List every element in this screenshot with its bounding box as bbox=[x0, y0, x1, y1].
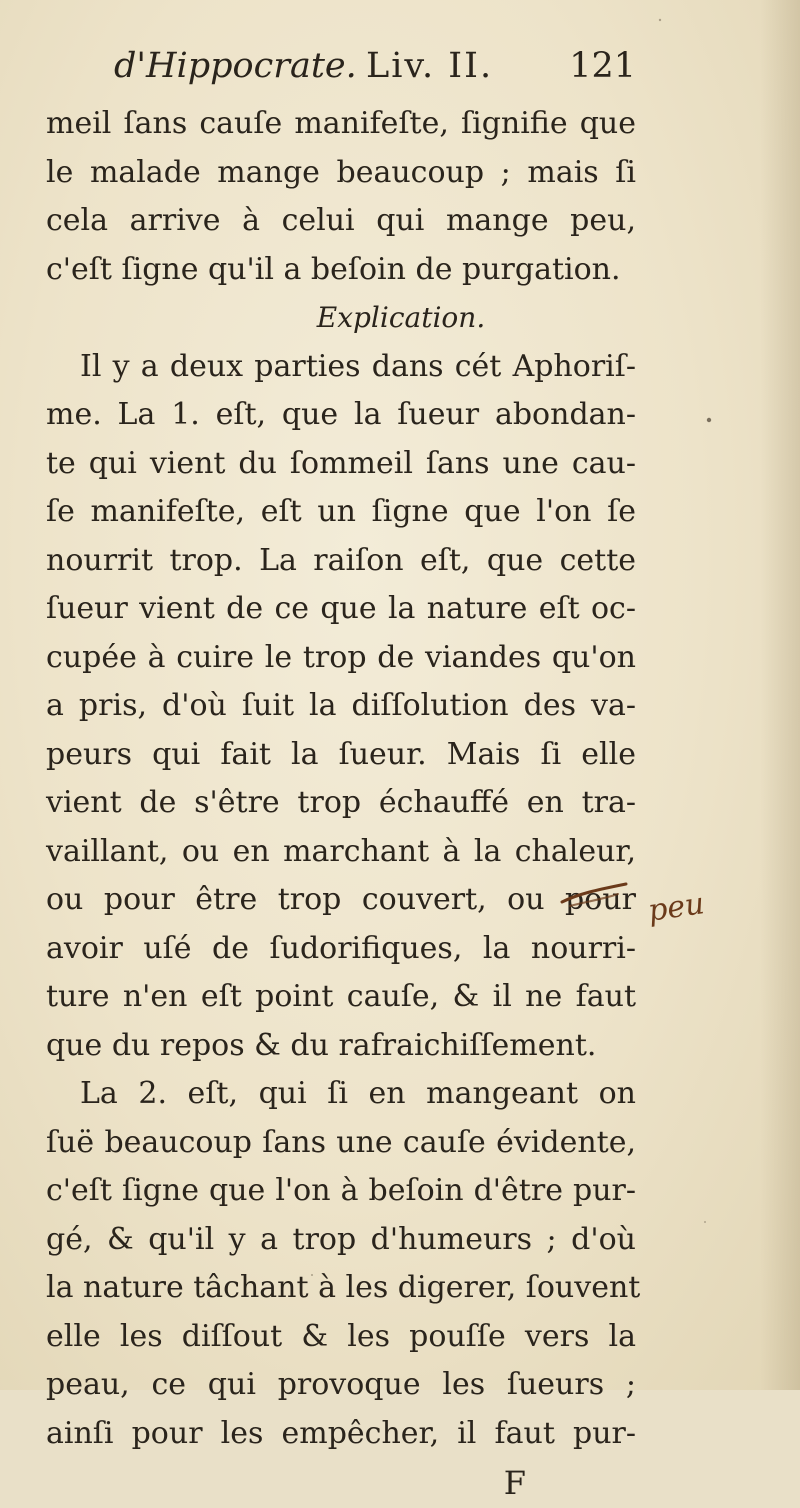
text-line: ture n'en eſt point cauſe, & il ne faut bbox=[46, 979, 636, 1014]
text-line: ſuë beaucoup ſans une cauſe évidente, bbox=[46, 1124, 636, 1160]
text-line: nourrit trop. La raiſon eſt, que cette bbox=[46, 542, 636, 578]
text-line: peurs qui fait la ſueur. Mais ſi elle bbox=[46, 736, 636, 772]
handwritten-margin-note: peu bbox=[645, 886, 707, 929]
running-head bbox=[46, 44, 636, 100]
page-number: 121 bbox=[569, 46, 636, 86]
text-line: gé, & qu'il y a trop d'humeurs ; d'où bbox=[46, 1221, 636, 1257]
text-line: ſe manifeſte, eſt un ſigne que l'on ſe bbox=[46, 494, 636, 529]
text-line: cela arrive à celui qui mange peu, bbox=[46, 203, 636, 238]
text-line: cupée à cuire le trop de viandes qu'on bbox=[46, 639, 636, 675]
text-line: te qui vient du ſommeil ſans une cau- bbox=[46, 445, 636, 481]
text-line: c'eſt ſigne que l'on à beſoin d'être pur- bbox=[46, 1173, 636, 1208]
text-line: peau, ce qui provoque les ſueurs ; bbox=[46, 1367, 636, 1402]
signature-mark: F bbox=[503, 1464, 526, 1502]
text-line: le malade mange beaucoup ; mais ſi bbox=[46, 154, 636, 190]
text-line: ſueur vient de ce que la nature eſt oc- bbox=[46, 591, 636, 626]
text-line: La 2. eſt, qui ſi en mangeant on bbox=[80, 1076, 636, 1111]
text-line: me. La 1. eſt, que la ſueur abondan- bbox=[46, 397, 636, 432]
text-line: ou pour être trop couvert, ou pour bbox=[46, 882, 636, 917]
running-head-title: d'Hippocrate. bbox=[114, 46, 357, 86]
text-line: c'eſt ſigne qu'il a beſoin de purgation. bbox=[46, 251, 621, 287]
text-line: meil ſans cauſe manifeſte, ſignifie que bbox=[46, 106, 636, 141]
text-line: la nature tâchant à les digerer, ſouvent bbox=[46, 1270, 641, 1305]
text-line: vaillant, ou en marchant à la chaleur, bbox=[46, 833, 636, 869]
text-line: que du repos & du rafraichiſſement. bbox=[46, 1027, 597, 1063]
text-line: Il y a deux parties dans cét Aphoriſ- bbox=[80, 348, 636, 384]
handwritten-strike-mark bbox=[560, 880, 630, 910]
text-line: elle les diſſout & les pouſſe vers la bbox=[46, 1318, 636, 1354]
running-head-book: Liv. II. bbox=[366, 46, 494, 86]
section-heading: Explication. bbox=[316, 301, 486, 334]
text-block bbox=[46, 44, 641, 1508]
text-line: a pris, d'où ſuit la diſſolution des va- bbox=[46, 688, 636, 723]
text-line: vient de s'être trop échauffé en tra- bbox=[46, 785, 636, 820]
text-line: avoir uſé de ſudorifiques, la nourri- bbox=[46, 930, 636, 966]
text-line: ainſi pour les empêcher, il faut pur- bbox=[46, 1415, 636, 1451]
